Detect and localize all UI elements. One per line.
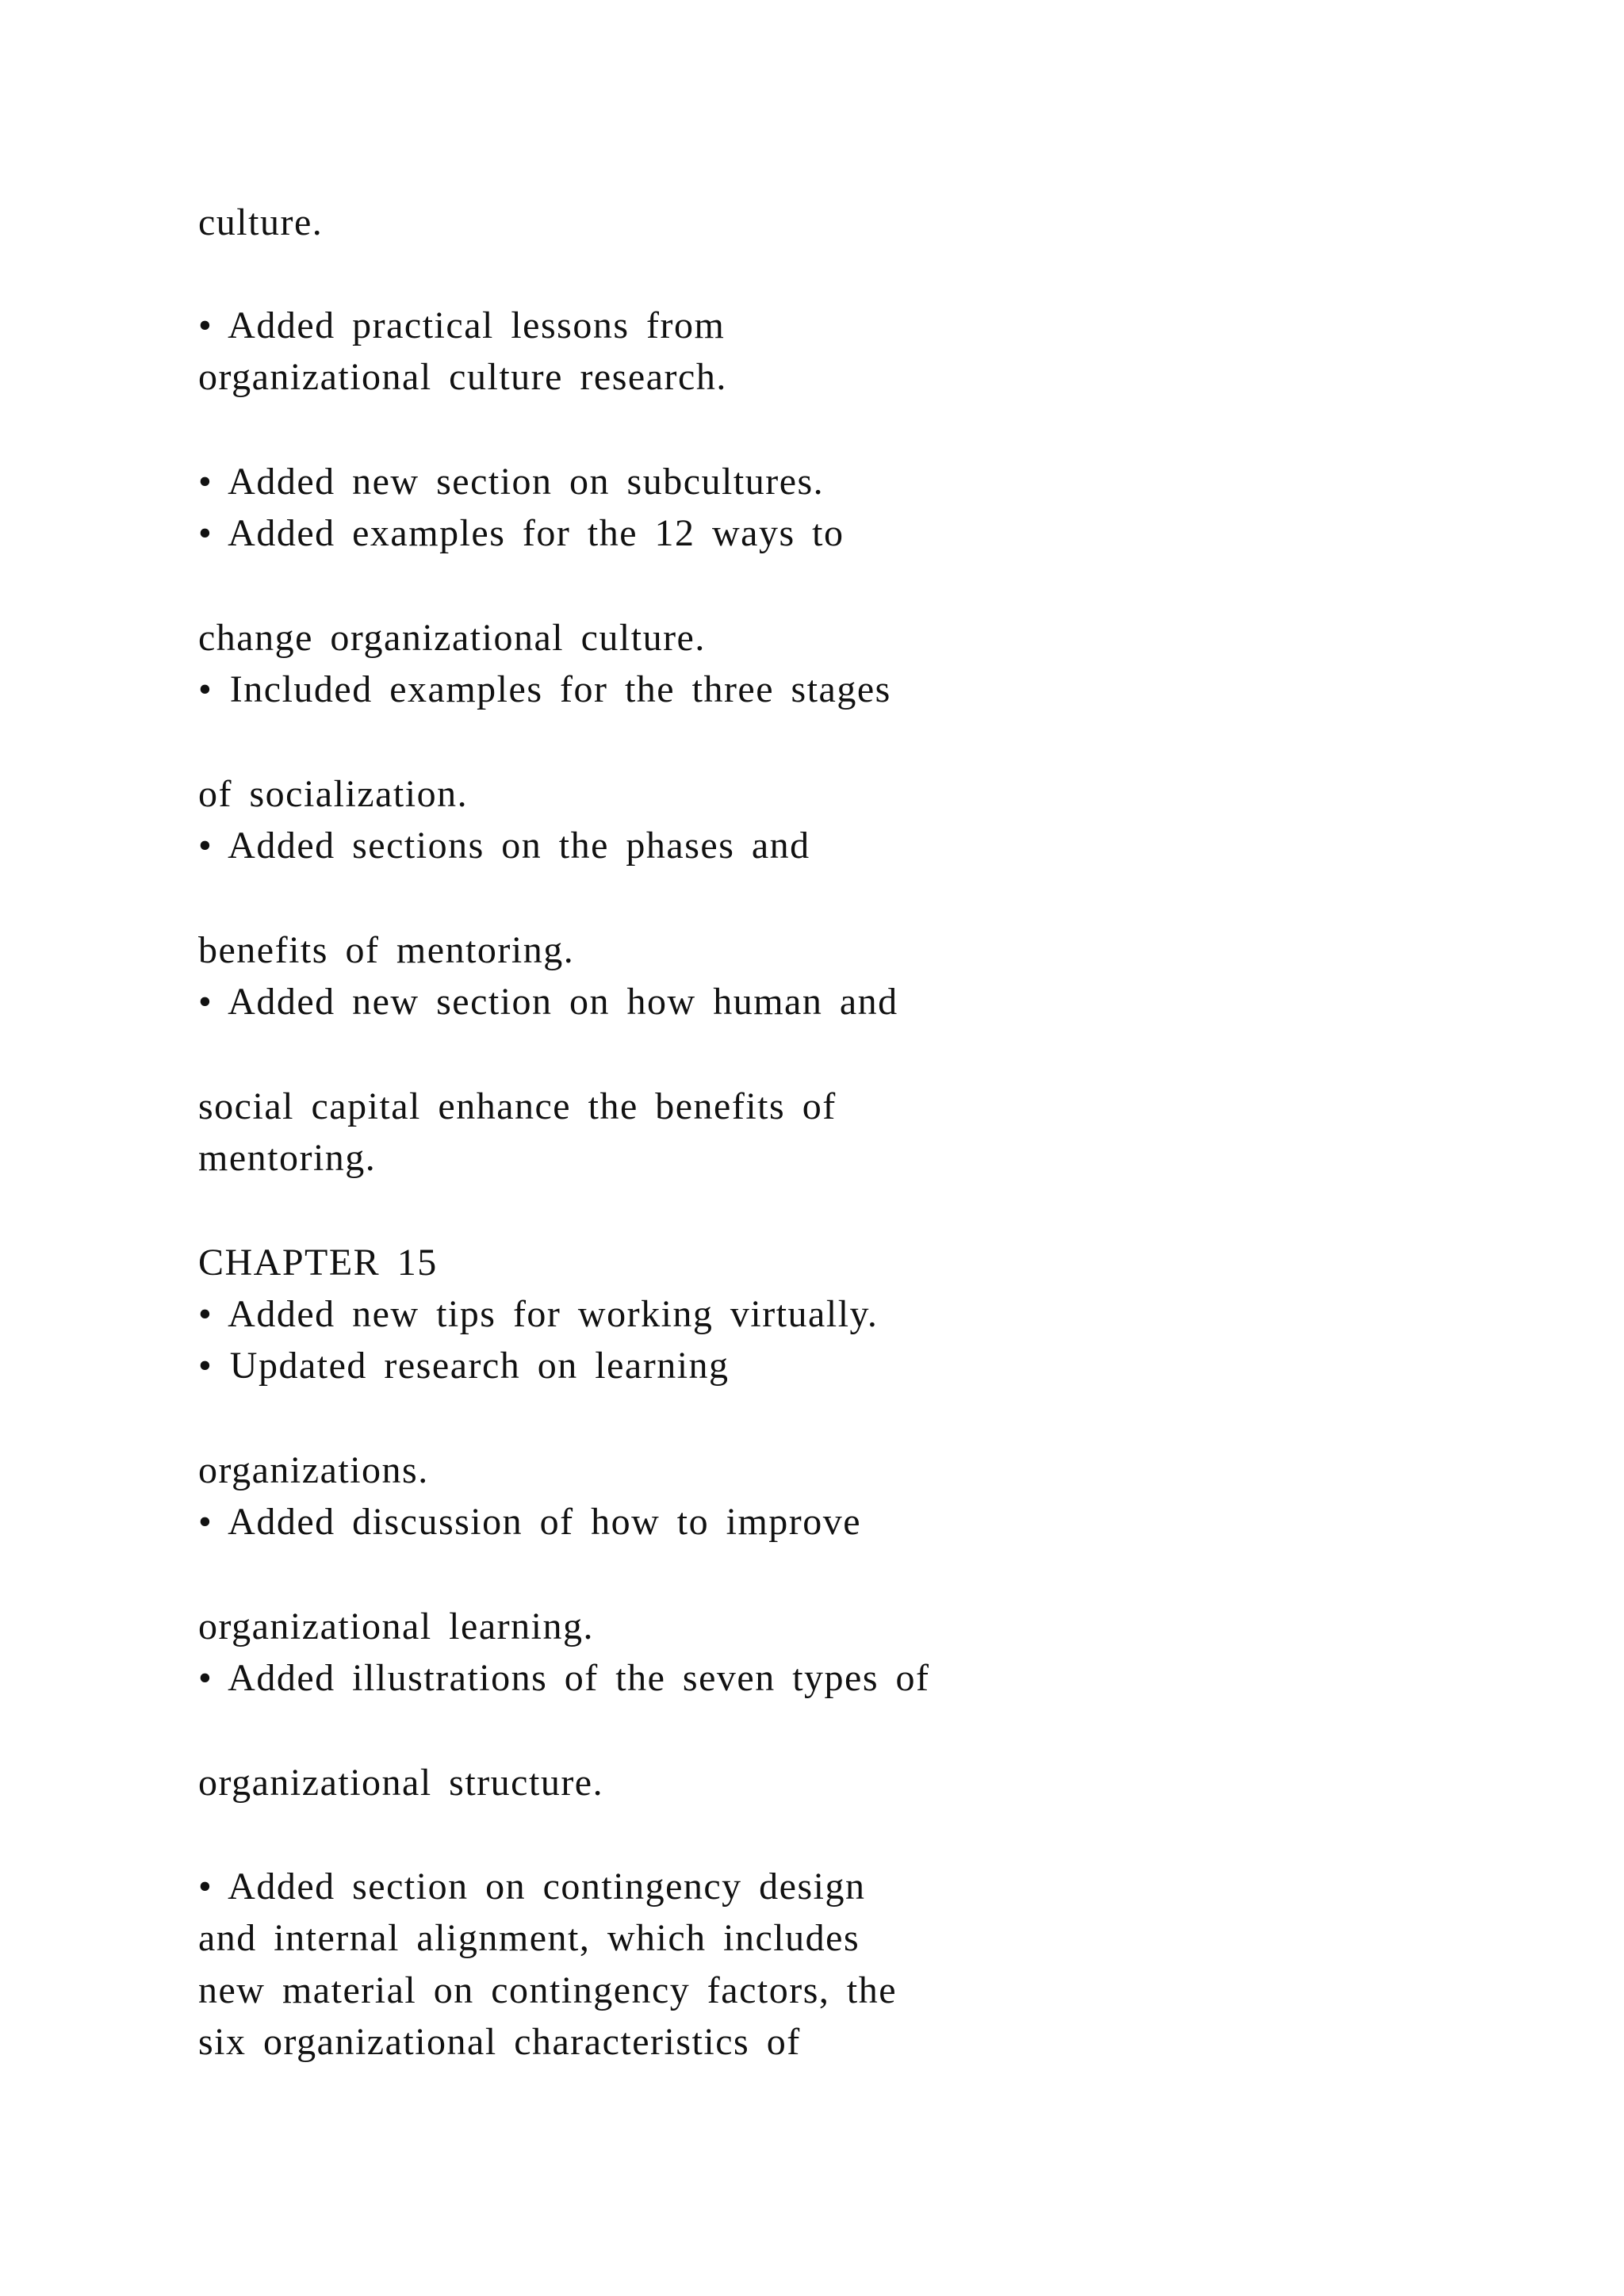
bullet-human-capital: • Added new section on how human and xyxy=(198,981,898,1023)
text-line-benefits-mentoring: benefits of mentoring. xyxy=(198,929,575,971)
text-line-culture: culture. xyxy=(198,201,324,243)
bullet-three-stages: • Included examples for the three stages xyxy=(198,668,891,710)
text-line-internal-alignment: and internal alignment, which includes xyxy=(198,1917,860,1959)
bullet-subcultures: • Added new section on subcultures. xyxy=(198,461,825,503)
text-line-social-capital: social capital enhance the benefits of xyxy=(198,1085,837,1127)
bullet-improve-learning: • Added discussion of how to improve xyxy=(198,1501,862,1543)
bullet-working-virtually: • Added new tips for working virtually. xyxy=(198,1293,879,1335)
text-line-org-learning: organizational learning. xyxy=(198,1605,594,1647)
chapter-heading: CHAPTER 15 xyxy=(198,1242,438,1284)
text-line-socialization: of socialization. xyxy=(198,773,469,815)
text-line-characteristics: six organizational characteristics of xyxy=(198,2021,801,2063)
text-line-org-structure: organizational structure. xyxy=(198,1762,604,1804)
text-line-organizations: organizations. xyxy=(198,1449,429,1491)
bullet-phases-mentoring: • Added sections on the phases and xyxy=(198,825,810,867)
bullet-contingency-design: • Added section on contingency design xyxy=(198,1866,866,1908)
text-line-contingency-factors: new material on contingency factors, the xyxy=(198,1969,898,2011)
text-line-mentoring: mentoring. xyxy=(198,1137,377,1179)
text-line-culture-research: organizational culture research. xyxy=(198,356,727,398)
bullet-12-ways: • Added examples for the 12 ways to xyxy=(198,512,845,554)
bullet-practical-lessons: • Added practical lessons from xyxy=(198,304,726,346)
text-line-change-culture: change organizational culture. xyxy=(198,617,706,659)
bullet-learning-research: • Updated research on learning xyxy=(198,1345,730,1387)
bullet-seven-types: • Added illustrations of the seven types of xyxy=(198,1657,930,1699)
